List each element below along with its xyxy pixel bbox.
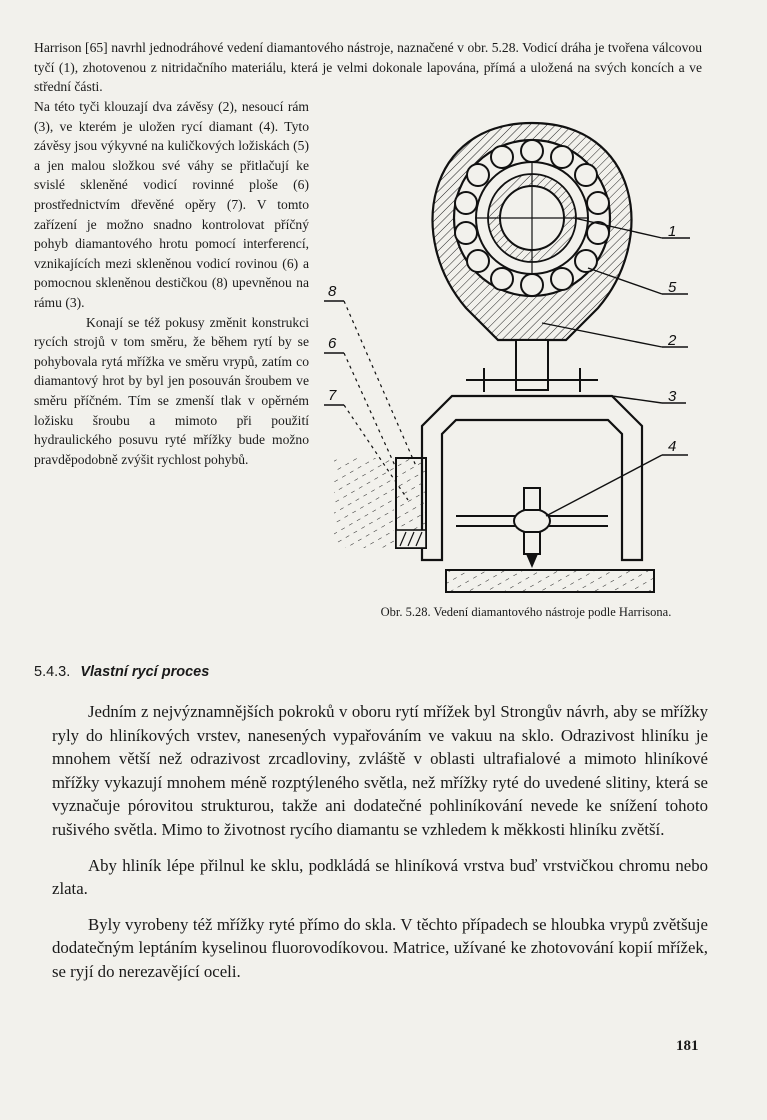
label-2: 2 bbox=[668, 332, 677, 349]
glass-guide-plane bbox=[334, 458, 394, 548]
label-4: 4 bbox=[668, 438, 677, 455]
section-title: Vlastní rycí proces bbox=[80, 664, 210, 680]
column-paragraph-2: Konají se též pokusy změnit konstrukci rycích strojů v tom směru, že během rytí by se pohybovala rytá mřížka ve směru vrypů, zatím co diamantový hrot by byl jen posouván šroubem ve směru příčném. Tím se zmenší tlak v opěrném ložisku šroubu a mimoto při použití hydraulického posuvu ryté mřížky bude možno pravděpodobně zvýšit rychlost pohybů. bbox=[34, 314, 309, 467]
figure-drawing bbox=[316, 118, 716, 598]
figure-caption: Obr. 5.28. Vedení diamantového nástroje podle Harrisona. bbox=[380, 605, 672, 619]
label-5: 5 bbox=[668, 279, 677, 296]
diamond-tip bbox=[526, 554, 538, 568]
label-8: 8 bbox=[328, 283, 337, 300]
label-7: 7 bbox=[328, 387, 337, 404]
diamond-holder bbox=[514, 509, 550, 533]
intro-text: Harrison [65] navrhl jednodráhové vedení diamantového nástroje, naznačené v obr. 5.28. Vodicí dráha je tvořena válcovou tyčí (1), zhotovenou z nitridačního materiálu, která je velmi dokonale lapována, přímá a uložená na svých koncích a ve střední části. bbox=[34, 40, 702, 95]
body-paragraph-3: Byly vyrobeny též mřížky ryté přímo do skla. V těchto případech se hloubka vrypů zvětšuje dodatečným leptáním kyselinou fluorovodíkovou. Matrice, užívané ke zhotovování kopií mřížek, se ryjí do nerezavějící oceli. bbox=[52, 914, 708, 981]
page-number: 181 bbox=[676, 1038, 699, 1054]
body-paragraph-1: Jedním z nejvýznamnějších pokroků v oboru rytí mřížek byl Strongův návrh, aby se mřížky ryly do hliníkových vrstev, nanesených vypařováním ve vakuu na sklo. Odrazivost hliníku je mnohem větší než odrazivost zrcadloviny, zvláště v oblasti ultrafialové a mimoto hliníkové mřížky vykazují mnohem méně rozptýleného světla, než mřížky ryté do uvedené slitiny, která se vyznačuje pórovitou strukturou, takže ani dodatečné pohliníkování nevede ke snížení tohoto rušivého světla. Mimo to životnost rycího diamantu se vzhledem k měkkosti hliníku zvětší. bbox=[52, 702, 708, 839]
body-paragraph-2: Aby hliník lépe přilnul ke sklu, podkládá se hliníková vrstva buď vrstvičkou chromu nebo zlata. bbox=[52, 855, 708, 899]
hanger-stem bbox=[516, 340, 548, 390]
column-paragraph-1: Na této tyči klouzají dva závěsy (2), nesoucí rám (3), ve kterém je uložen rycí diamant (4). Tyto závěsy jsou výkyvné na kuličkových ložiskách (5) a jen malou složkou své váhy se přitlačují ke svislé skleněné vodicí rovinné ploše (6) prostřednictvím dřevěné opěry (7). V tomto zařízení je možno snadno kontrolovat příčný pohyb diamantového hrotu pomocí interferencí, vznikajících mezi skleněnou vodicí rovinou (6) a pomocnou skleněnou destičkou (8) upevněnou na rámu (3). bbox=[34, 99, 309, 310]
section-heading bbox=[34, 664, 209, 680]
intro-paragraph bbox=[34, 38, 702, 97]
label-3: 3 bbox=[668, 388, 677, 405]
grating-base bbox=[446, 570, 654, 592]
label-6: 6 bbox=[328, 335, 337, 352]
section-body bbox=[52, 700, 708, 996]
text-column bbox=[34, 97, 309, 469]
harrison-guide-figure bbox=[316, 118, 716, 598]
label-1: 1 bbox=[668, 223, 677, 240]
section-number: 5.4.3. bbox=[34, 664, 71, 680]
